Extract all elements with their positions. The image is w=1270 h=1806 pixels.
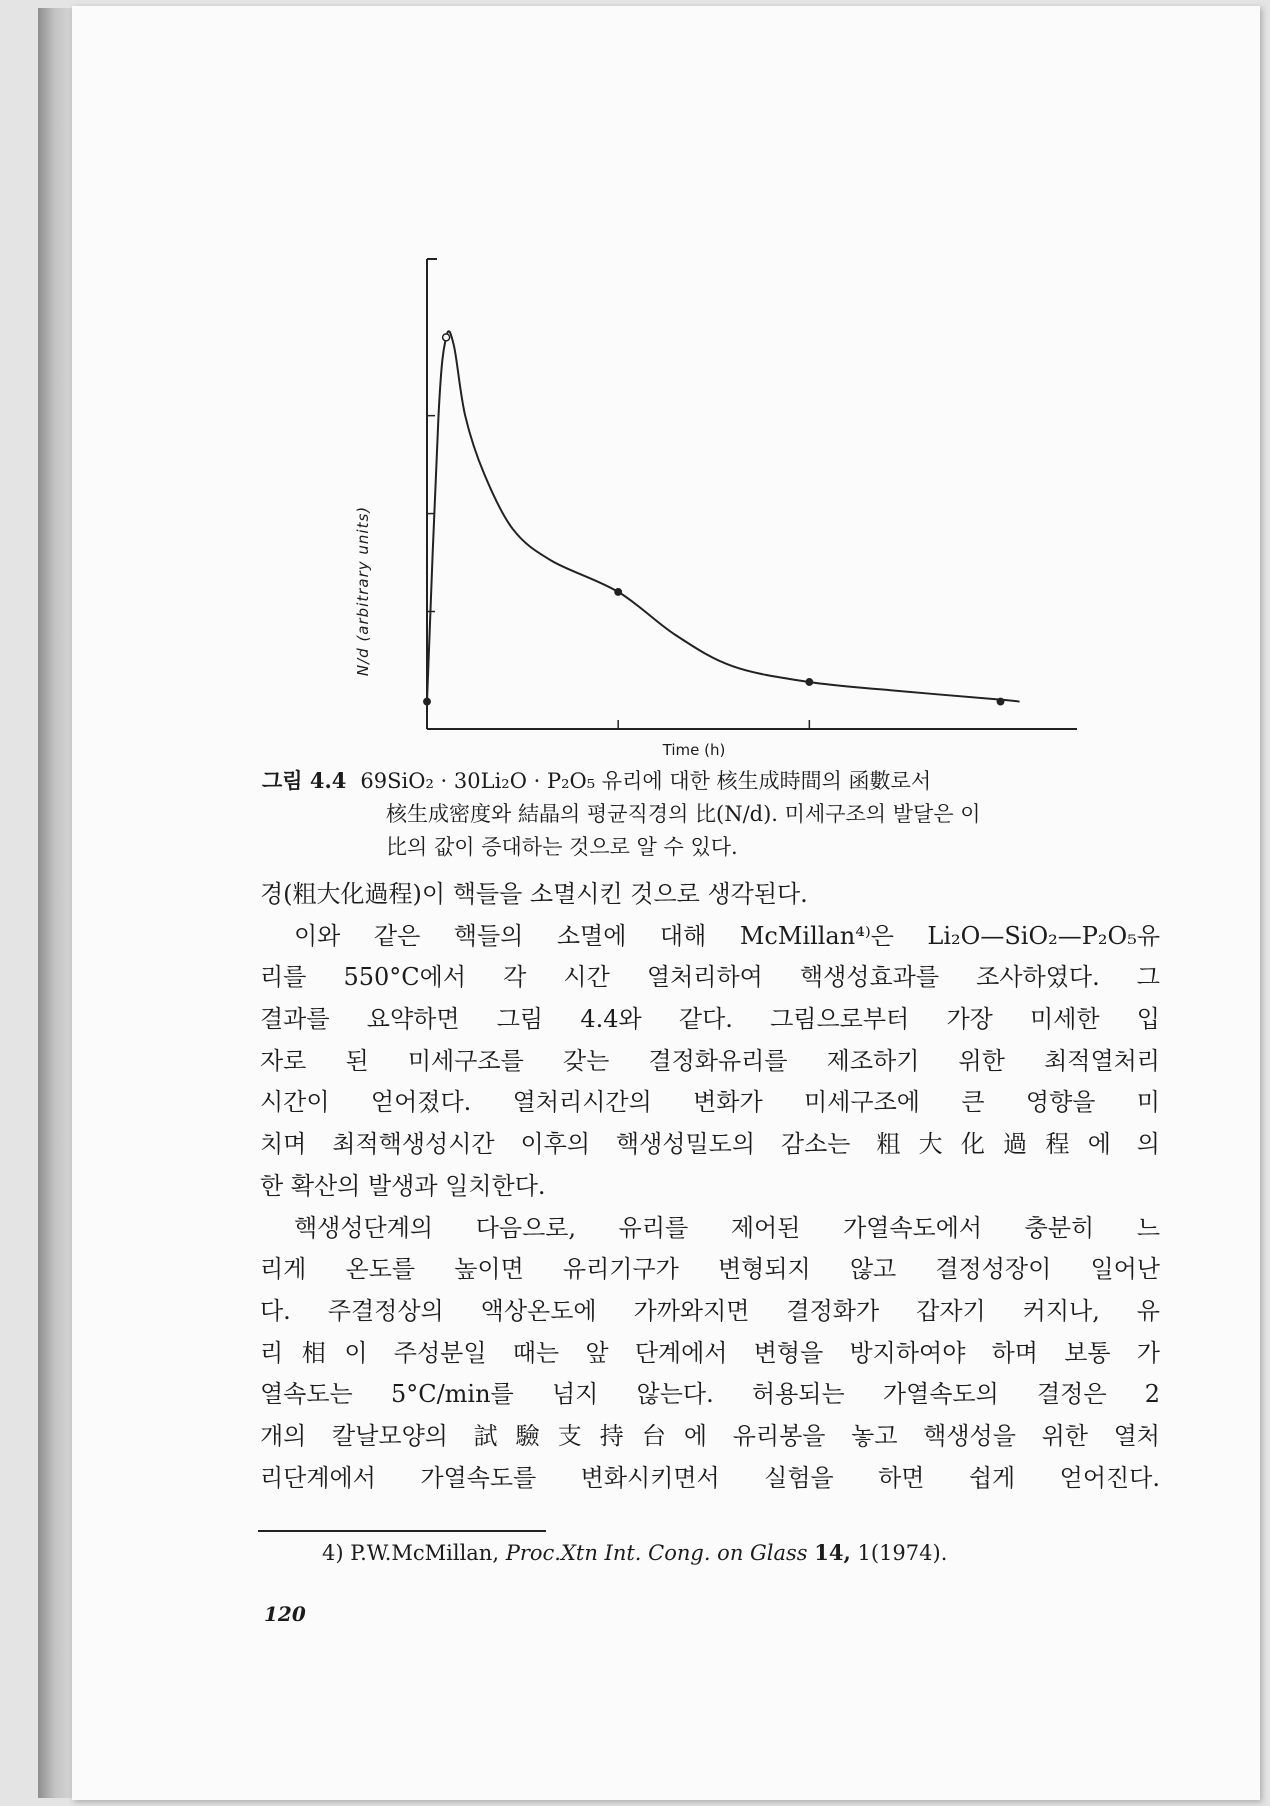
figure-caption [262,764,1162,864]
caption-line-1: 69SiO₂ · 30Li₂O · P₂O₅ 유리에 대한 核生成時間의 函數로서 [360,769,932,793]
footnote-volume: 14, [814,1540,851,1565]
body-line: 리게 온도를 높이면 유리기구가 변형되지 않고 결정성장이 일어난 [260,1255,1160,1284]
footnote [322,1540,947,1565]
data-series-line [427,331,1020,701]
y-axis-label: N/d (arbitrary units) [354,505,372,677]
footnote-ref: 4) P.W.McMillan, [322,1541,500,1565]
body-line: 시간이 얻어졌다. 열처리시간의 변화가 미세구조에 큰 영향을 미 [260,1088,1160,1117]
body-line: 자로 된 미세구조를 갖는 결정화유리를 제조하기 위한 최적열처리 [260,1046,1160,1075]
body-line: 결과를 요약하면 그림 4.4와 같다. 그림으로부터 가장 미세한 입 [260,1005,1160,1034]
nd-time-chart [372,251,1092,751]
book-page [72,6,1260,1800]
body-line: 리를 550°C에서 각 시간 열처리하여 핵생성효과를 조사하였다. 그 [260,963,1160,992]
data-point [424,698,430,704]
body-line: 열속도는 5°C/min를 넘지 않는다. 허용되는 가열속도의 결정은 2 [260,1380,1160,1409]
data-point [615,589,621,595]
body-line: 개의 칼날모양의 試驗支持台에 유리봉을 놓고 핵생성을 위한 열처 [260,1421,1160,1450]
caption-line-2: 核生成密度와 結晶의 평균직경의 比(N/d). 미세구조의 발달은 이 [386,802,981,826]
data-point [997,698,1003,704]
body-line: 한 확산의 발생과 일치한다. [260,1171,546,1200]
footnote-page: 1(1974). [857,1541,948,1565]
data-point [806,679,812,685]
body-line: 이와 같은 핵들의 소멸에 대해 McMillan⁴⁾은 Li₂O—SiO₂—P₂O₅유 [294,921,1160,950]
body-line: 치며 최적핵생성시간 이후의 핵생성밀도의 감소는 粗大化過程에 의 [260,1130,1160,1159]
figure-4-4 [354,251,1092,759]
body-text [260,874,1160,1499]
body-line: 핵생성단계의 다음으로, 유리를 제어된 가열속도에서 충분히 느 [294,1213,1160,1242]
body-line: 경(粗大化過程)이 핵들을 소멸시킨 것으로 생각된다. [260,880,808,908]
body-line: 리相이 주성분일 때는 앞 단계에서 변형을 방지하여야 하며 보통 가 [260,1338,1160,1367]
body-line: 리단계에서 가열속도를 변화시키면서 실험을 하면 쉽게 얻어진다. [260,1463,1160,1492]
footnote-journal: Proc.Xtn Int. Cong. on Glass [505,1541,808,1565]
page-number: 120 [264,1602,306,1626]
body-line: 다. 주결정상의 액상온도에 가까와지면 결정화가 갑자기 커지나, 유 [260,1296,1160,1325]
figure-number: 그림 4.4 [262,768,347,793]
footnote-divider [258,1530,546,1532]
caption-line-3: 比의 값이 증대하는 것으로 알 수 있다. [386,835,738,859]
data-point [443,334,450,341]
x-axis-label: Time (h) [662,741,726,759]
